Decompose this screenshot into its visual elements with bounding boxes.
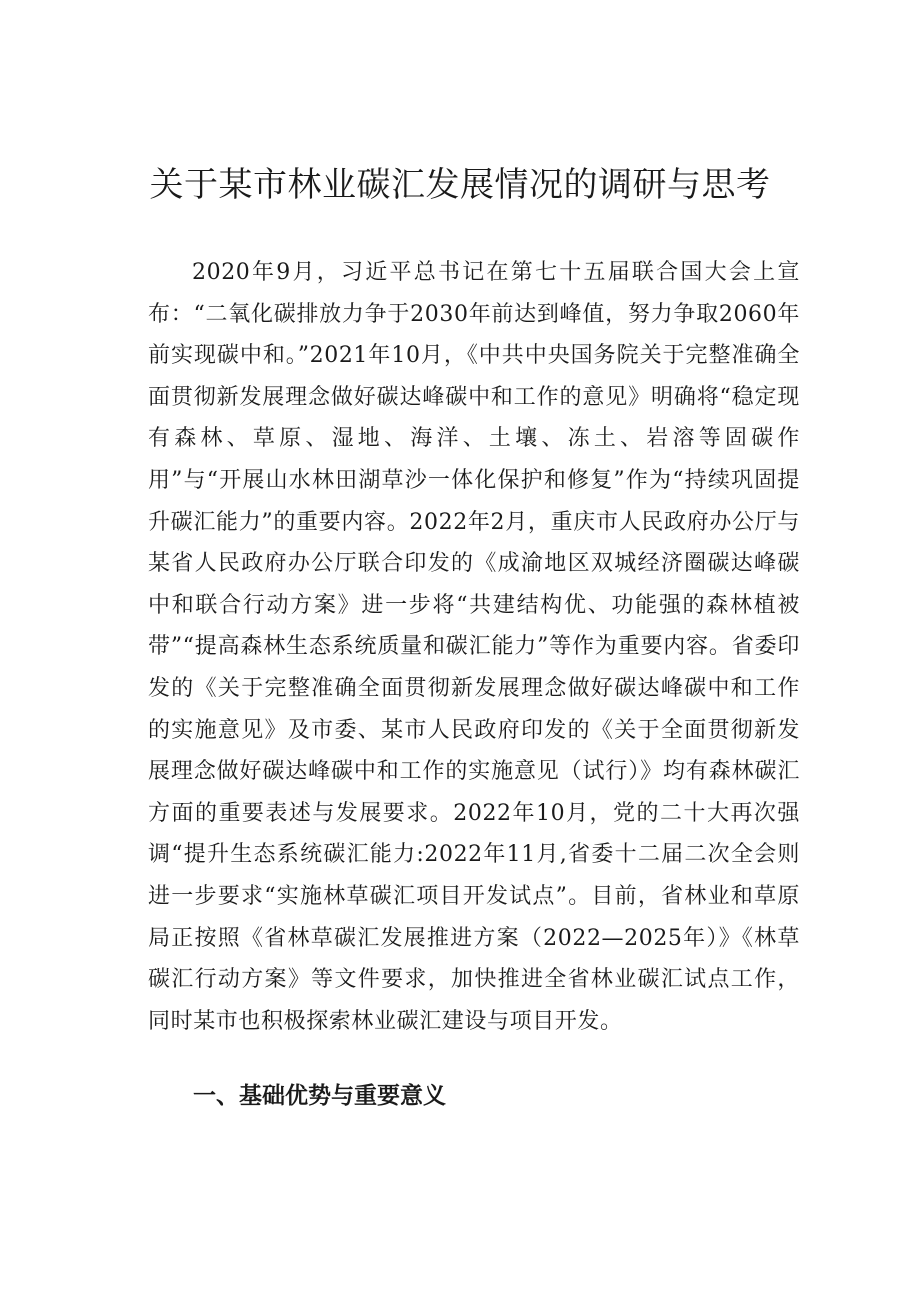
section-heading: 一、基础优势与重要意义 [193, 1083, 446, 1109]
document-title: 关于某市林业碳汇发展情况的调研与思考 [149, 165, 771, 205]
body-paragraph: 2020年9月，习近平总书记在第七十五届联合国大会上宣布：“二氧化碳排放力争于2030年前达到峰值，努力争取2060年前实现碳中和。”2021年10月，《中共中央国务院关于完整准确全面贯彻新发展理念做好碳达峰碳中和工作的意见》明确将“稳定现有森林、草原、湿地、海洋、土壤、冻土、岩溶等固碳作用”与“开展山水林田湖草沙一体化保护和修复”作为“持续巩固提升碳汇能力”的重要内容。2022年2月，重庆市人民政府办公厅与某省人民政府办公厅联合印发的《成渝地区双城经济圈碳达峰碳中和联合行动方案》进一步将“共建结构优、功能强的森林植被带”“提高森林生态系统质量和碳汇能力”等作为重要内容。省委印发的《关于完整准确全面贯彻新发展理念做好碳达峰碳中和工作的实施意见》及市委、某市人民政府印发的《关于全面贯彻新发展理念做好碳达峰碳中和工作的实施意见（试行）》均有森林碳汇方面的重要表述与发展要求。2022年10月，党的二十大再次强调“提升生态系统碳汇能力:2022年11月,省委十二届二次全会则进一步要求“实施林草碳汇项目开发试点”。目前，省林业和草原局正按照《省林草碳汇发展推进方案（2022—2025年）》《林草碳汇行动方案》等文件要求，加快推进全省林业碳汇试点工作，同时某市也积极探索林业碳汇建设与项目开发。 [148, 260, 800, 1034]
